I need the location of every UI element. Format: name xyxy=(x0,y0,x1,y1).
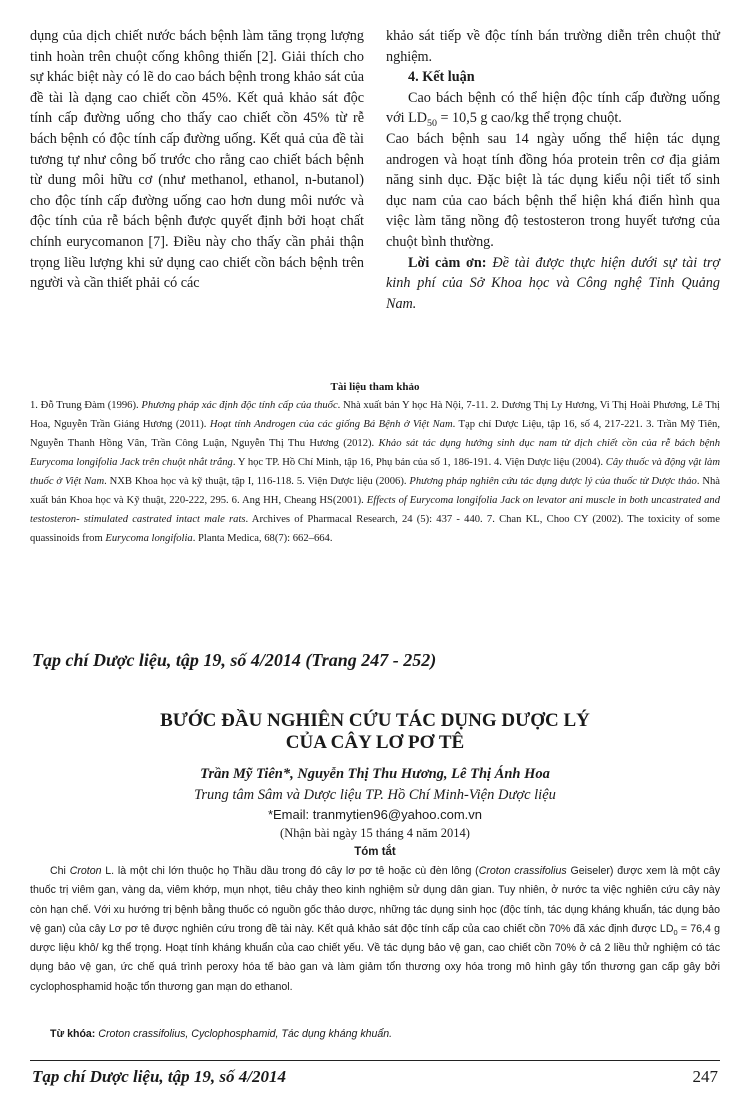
ref-text: . NXB Khoa học và kỹ thuật, tập I, 116-118. 5. Viện Dược liệu (2006). xyxy=(104,476,410,487)
ack-text: Đề tài được thực hiện dưới sự tài trợ kinh phí của Sở Khoa học và Công nghệ Tỉnh Quảng Nam. xyxy=(386,254,720,312)
received-date: (Nhận bài ngày 15 tháng 4 năm 2014) xyxy=(280,826,470,840)
ref-text: . Archives of Pharmacal Research, 24 (5): 437 - 440. 7. Chan KL, Choo CY (2002). The toxicity of some quassinoids from xyxy=(30,514,720,544)
discussion-continuation: khảo sát tiếp về độc tính bán trường diễn trên chuột thử nghiệm. xyxy=(386,28,720,65)
title-line-1: BƯỚC ĐẦU NGHIÊN CỨU TÁC DỤNG DƯỢC LÝ xyxy=(160,710,590,731)
ref-title: Effects of Eurycoma longifolia Jack on levator ani muscle in both uncastrated and testosteron- stimulated castrated intact male rats xyxy=(30,495,720,525)
conclusion-1-text-end: = 10,5 g cao/kg thể trọng chuột. xyxy=(436,110,622,127)
ref-text: . Nhà xuất bản Khoa học và Kỹ thuật, 220-222, 295. 6. Ang HH, Cheang HS(2001). xyxy=(30,476,720,506)
abstract-text: Geiseler) được xem là một cây thuốc trị viêm gan, vàng da, viêm khớp, mụn nhọt, tiêu chảy theo kinh nghiệm sử dụng dân gian. Tuy nhiên, ở nước ta việc nghiên cứu cây này còn hạn chế. Với xu hướng trị bệnh bằng thuốc có nguồn gốc thảo dược, những tác dụng sinh học (độc tính, tác dụng kháng khuẩn, tác dụng bảo vệ gan) của cây Lơ pơ tê được nghiên cứu trong đề tài này. Kết quả khảo sát độc tính cấp của cao chiết cồn 70% đã xác định được LD xyxy=(30,865,721,935)
article-title xyxy=(30,710,720,754)
ref-title: Hoạt tính Androgen của các giống Bá Bệnh ở Việt Nam xyxy=(209,419,453,430)
ref-text: . Y học TP. Hồ Chí Minh, tập 16, Phụ bản của số 1, 186-191. 4. Viện Dược liệu (2004). xyxy=(232,457,606,468)
ref-title: Khảo sát tác dụng hướng sinh dục nam từ dịch chiết cồn của rễ bách bệnh Eurycoma longifolia Jack trên chuột nhắt trắng xyxy=(30,438,720,468)
references-list xyxy=(30,396,720,548)
keywords-text: Croton crassifolius, Cyclophosphamid, Tác dụng kháng khuẩn. xyxy=(95,1028,393,1040)
abstract-paragraph xyxy=(30,862,720,997)
right-column xyxy=(386,26,720,314)
conclusion-paragraph-2: Cao bách bệnh sau 14 ngày uống thể hiện tác dụng androgen và hoạt tính đồng hóa protein trên cơ địa giảm năng sinh dục. Đặc biệt là tác dụng kiểu nội tiết tố sinh dục nam của cao bách bệnh thể hiện khá điển hình qua việc làm tăng nồng độ testosteron trong huyết tương của chuột bình thường. xyxy=(386,130,720,250)
ref-text: . Planta Medica, 68(7): 662–664. xyxy=(192,533,333,544)
ref-title: Phương pháp xác định độc tính cấp của thuốc xyxy=(141,400,338,411)
abstract-heading: Tóm tắt xyxy=(354,846,396,858)
authors: Trần Mỹ Tiên*, Nguyễn Thị Thu Hương, Lê Thị Ánh Hoa xyxy=(200,766,550,782)
abstract-italic: Croton xyxy=(69,865,102,877)
ref-title: Eurycoma longifolia xyxy=(105,533,193,544)
ld50-subscript: 50 xyxy=(427,118,437,130)
acknowledgement xyxy=(386,253,720,315)
ref-text: 1. Đỗ Trung Đàm (1996). xyxy=(30,400,142,411)
ref-text: . Nhà xuất bản Y học Hà Nội, 7-11. 2. Dương Thị Ly Hương, Vi Thị Hoài Phương, Lê Thị Hoa, Nguyễn Trần Giáng Hương (2011). xyxy=(30,400,720,430)
ref-title: Cây thuốc và động vật làm thuốc ở Việt Nam xyxy=(30,457,720,487)
ack-label: Lời cảm ơn: xyxy=(408,254,487,271)
keywords xyxy=(30,1025,720,1044)
abstract-italic: Croton crassifolius xyxy=(478,865,567,877)
footer-journal: Tạp chí Dược liệu, tập 19, số 4/2014 xyxy=(32,1067,286,1086)
title-line-2: CỦA CÂY LƠ PƠ TÊ xyxy=(285,732,465,753)
discussion-paragraph: dụng của dịch chiết nước bách bệnh làm tăng trọng lượng tinh hoàn trên chuột cống không thiến [2]. Giải thích cho sự khác biệt này có lẽ do cao bách bệnh trong khảo sát của đề tài là dạng cao chiết cồn 45%. Kết quả khảo sát độc tính cấp đường uống cho thấy cao chiết cồn 45% từ rễ bách bệnh có độc tính cấp đường uống. Kết quả của đề tài tương tự như công bố trước cho rằng cao chiết bách bệnh từ dung môi hữu cơ (như methanol, ethanol, n-butanol) cho độc tính cấp đường uống cao hơn dung môi nước và độc tính của rễ bách bệnh được quyết định bởi hoạt chất chính eurycomanon [7]. Điều này cho thấy cần phải thận trọng liều lượng khi sử dụng cao chiết cồn bách bệnh trên người và cần thiết phải có các xyxy=(30,28,364,292)
email: *Email: tranmytien96@yahoo.com.vn xyxy=(267,807,483,822)
ld-subscript: 0 xyxy=(673,928,678,937)
institute: Trung tâm Sâm và Dược liệu TP. Hồ Chí Minh-Viện Dược liệu xyxy=(194,787,556,803)
references-section xyxy=(30,378,720,548)
references-heading: Tài liệu tham khảo xyxy=(330,381,420,393)
two-column-body xyxy=(30,26,720,314)
conclusion-heading: 4. Kết luận xyxy=(408,69,475,86)
abstract-text: = 76,4 g dược liệu khô/ kg thể trọng. Hoạt tính kháng khuẩn của cao chiết yếu. Về tác dụng bảo vệ gan, cao chiết cồn 70% ở cả 2 liều thử nghiệm có tác dụng bảo vệ gan, ức chế quá trình peroxy hóa tế bào gan và làm giảm tổn thương oxy hóa trong mô hình gây tổn thương gan cấp gây bởi cyclophosphamid hoặc tổn thương gan mạn do ethanol. xyxy=(30,922,720,993)
ref-title: Phương pháp nghiên cứu tác dụng dược lý của thuốc từ Dược thảo xyxy=(409,476,697,487)
abstract xyxy=(30,862,720,997)
ref-text: . Tạp chí Dược Liệu, tập 16, số 4, 217-221. 3. Trần Mỹ Tiên, Nguyễn Thanh Hồng Vân, Trần Công Luận, Nguyễn Thị Thu Hương (2012). xyxy=(30,419,720,449)
keywords-label: Từ khóa: xyxy=(50,1028,96,1040)
conclusion-1-text: Cao bách bệnh có thể hiện độc tính cấp đường uống với LD xyxy=(386,89,720,127)
footer-rule xyxy=(30,1060,720,1061)
abstract-text: Chi xyxy=(50,865,70,877)
journal-header: Tạp chí Dược liệu, tập 19, số 4/2014 (Trang 247 - 252) xyxy=(32,650,437,670)
abstract-text: L. là một chi lớn thuộc họ Thầu dầu trong đó cây lơ pơ tê hoặc cù đèn lông ( xyxy=(101,865,479,877)
left-column xyxy=(30,26,364,314)
conclusion-paragraph-1 xyxy=(386,88,720,129)
page-number: 247 xyxy=(692,1067,718,1086)
